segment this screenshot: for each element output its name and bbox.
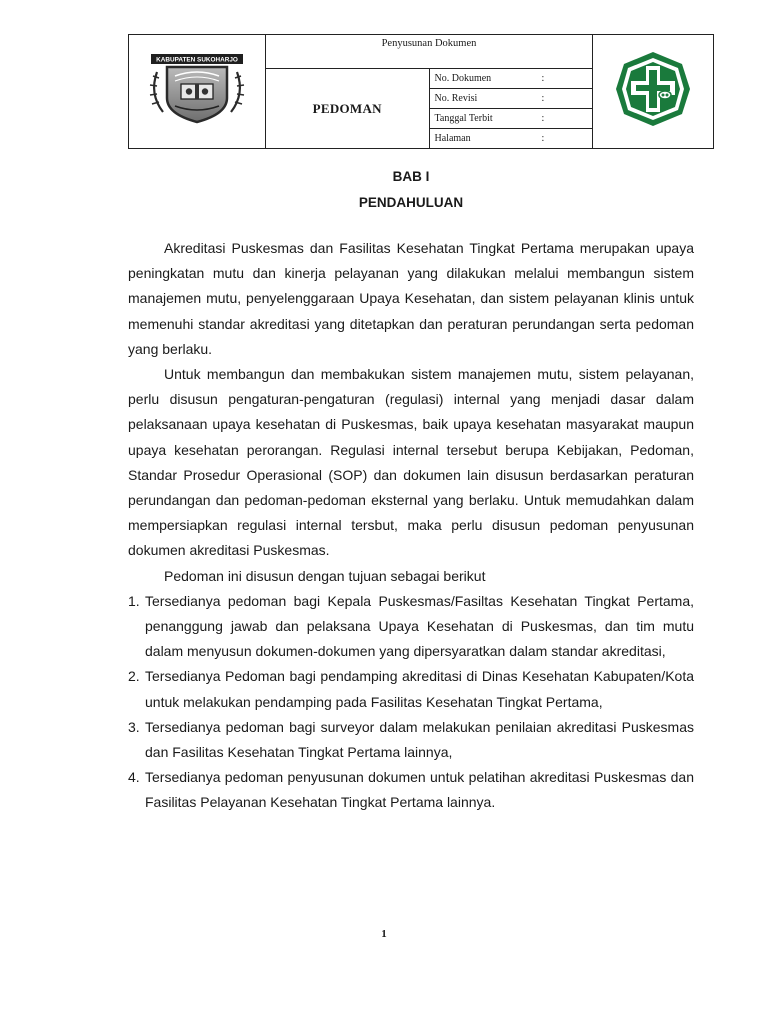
paragraph-2: Untuk membangun dan membakukan sistem manajemen mutu, sistem pelayanan, perlu disusun pengaturan-pengaturan (regulasi) internal yang menjadi dasar dalam pelaksanaan upaya kesehatan di Puskesmas, baik upaya kesehatan masyarakat maupun upaya kesehatan perorangan. Regulasi internal tersebut berupa Kebijakan, Pedoman, Standar Prosedur Operasional (SOP) dan dokumen lain disusun berdasarkan peraturan perundangan dan pedoman-pedoman eksternal yang berlaku. Untuk memudahkan dalam mempersiapkan regulasi internal tersbut, maka perlu disusun pedoman penyusunan dokumen akreditasi Puskesmas. <box>128 366 694 559</box>
meta-no-revisi: No. Revisi : <box>429 89 593 109</box>
seal-banner-text: KABUPATEN SUKOHARJO <box>156 56 238 64</box>
document-header-table <box>128 34 714 149</box>
list-item: 4. Tersedianya pedoman penyusunan dokumen untuk pelatihan akreditasi Puskesmas dan Fasilitas Pelayanan Kesehatan Tingkat Pertama lainnya. <box>128 769 694 811</box>
list-item: 1. Tersedianya pedoman bagi Kepala Puskesmas/Fasiltas Kesehatan Tingkat Pertama, penanggung jawab dan pelaksana Upaya Kesehatan di Puskesmas, dan tim mutu dalam menyusun dokumen-dokumen yang dipersyaratkan dalam standar akreditasi, <box>128 592 694 660</box>
list-item: 2. Tersedianya Pedoman bagi pendamping akreditasi di Dinas Kesehatan Kabupaten/Kota untuk melakukan pendamping pada Fasilitas Kesehatan Tingkat Pertama, <box>128 668 694 710</box>
page-number: 1 <box>381 928 387 940</box>
objectives-list <box>128 589 694 816</box>
logo-cell-left <box>129 35 266 149</box>
meta-tanggal-terbit: Tanggal Terbit : <box>429 109 593 129</box>
document-body <box>128 164 694 816</box>
list-item: 3. Tersedianya pedoman bagi surveyor dalam melakukan penilaian akreditasi Puskesmas dan Fasilitas Kesehatan Tingkat Pertama lainnya, <box>128 718 694 761</box>
paragraph-3: Pedoman ini disusun dengan tujuan sebagai berikut <box>164 567 486 584</box>
puskesmas-logo-icon <box>612 48 694 130</box>
regency-seal-icon <box>145 54 249 124</box>
document-title: Penyusunan Dokumen <box>266 35 593 69</box>
chapter-title: PENDAHULUAN <box>358 195 464 210</box>
paragraph-1: Akreditasi Puskesmas dan Fasilitas Kesehatan Tingkat Pertama merupakan upaya peningkatan mutu dan kinerja pelayanan yang dilakukan melalui membangun sistem manajemen mutu, penyelenggaraan Upaya Kesehatan, dan sistem pelayanan klinis untuk memenuhi standar akreditasi yang ditetapkan dan peraturan perundangan serta pedoman yang berlaku. <box>128 240 694 357</box>
meta-halaman: Halaman : <box>429 129 593 149</box>
document-type: PEDOMAN <box>266 69 430 149</box>
logo-cell-right <box>593 35 714 149</box>
meta-no-dokumen: No. Dokumen : <box>429 69 593 89</box>
chapter-number: BAB I <box>392 169 430 184</box>
